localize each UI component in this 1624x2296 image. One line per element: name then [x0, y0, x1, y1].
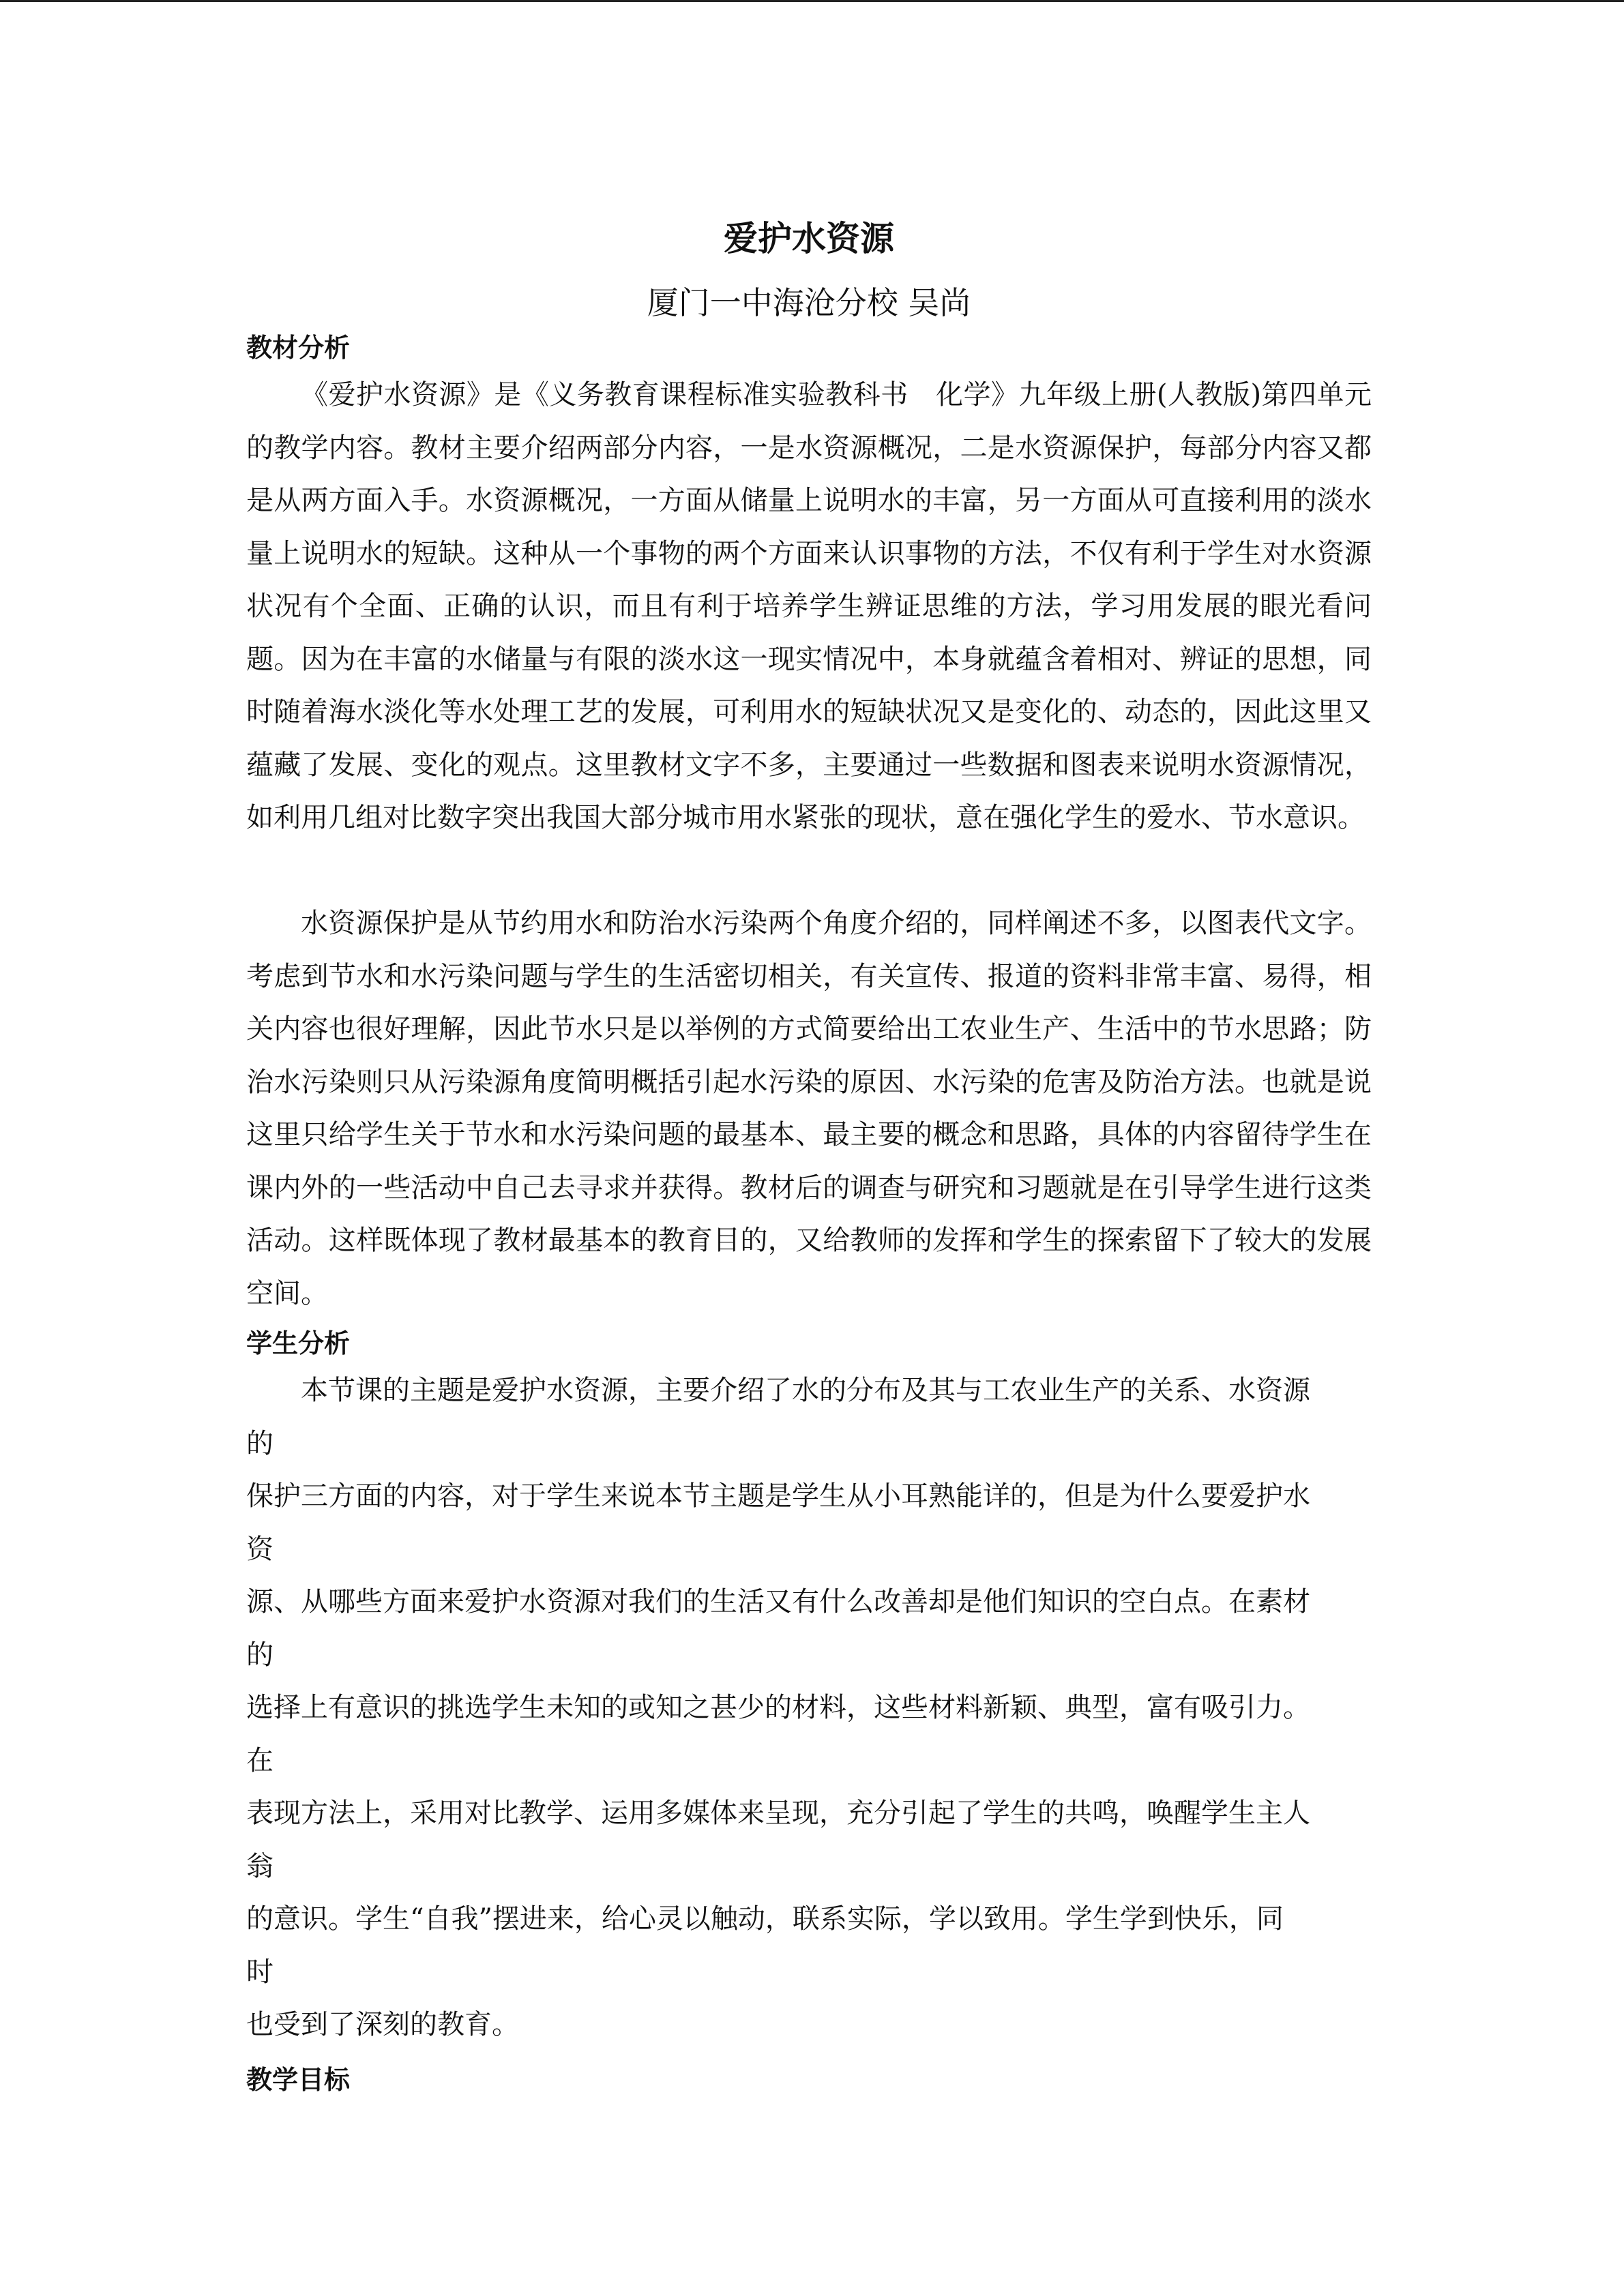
- document-author: 厦门一中海沧分校 吴尚: [647, 284, 971, 321]
- text-line: 在: [246, 1744, 274, 1776]
- text-line: 的: [246, 1639, 274, 1671]
- section-heading-textbook-analysis: 教材分析: [246, 332, 351, 363]
- textbook-analysis-paragraph-1: 《爱护水资源》是《义务教育课程标准实验教科书 化学》九年级上册(人教版)第四单元的教学内容。教材主要介绍两部分内容，一是水资源概况，二是水资源保护，每部分内容又都是从两方面入手。水资源概况，一方面从储量上说明水的丰富，另一方面从可直接利用的淡水量上说明水的短缺。这种从一个事物的两个方面来认识事物的方法，不仅有利于学生对水资源状况有个全面、正确的认识，而且有利于培养学生辨证思维的方法，学习用发展的眼光看问题。因为在丰富的水储量与有限的淡水这一现实情况中，本身就蕴含着相对、辨证的思想，同时随着海水淡化等水处理工艺的发展，可利用水的短缺状况又是变化的、动态的，因此这里又蕴藏了发展、变化的观点。这里教材文字不多，主要通过一些数据和图表来说明水资源情况，如利用几组对比数字突出我国大部分城市用水紧张的现状，意在强化学生的爱水、节水意识。: [246, 379, 1372, 833]
- section-heading-teaching-goals: 教学目标: [246, 2064, 351, 2095]
- text-line: 表现方法上，采用对比教学、运用多媒体来呈现，充分引起了学生的共鸣，唤醒学生主人: [246, 1798, 1310, 1829]
- text-line: 的: [246, 1427, 274, 1459]
- page-top-border: [0, 0, 1624, 2]
- section-heading-student-analysis: 学生分析: [246, 1328, 351, 1358]
- textbook-analysis-paragraph-2: 水资源保护是从节约用水和防治水污染两个角度介绍的，同样阐述不多，以图表代文字。考虑到节水和水污染问题与学生的生活密切相关，有关宣传、报道的资料非常丰富、易得，相关内容也很好理解，因此节水只是以举例的方式简要给出工农业生产、生活中的节水思路；防治水污染则只从污染源角度简明概括引起水污染的原因、水污染的危害及防治方法。也就是说这里只给学生关于节水和水污染问题的最基本、最主要的概念和思路，具体的内容留待学生在课内外的一些活动中自己去寻求并获得。教材后的调查与研究和习题就是在引导学生进行这类活动。这样既体现了教材最基本的教育目的，又给教师的发挥和学生的探索留下了较大的发展空间。: [246, 908, 1372, 1309]
- text-line: 时: [246, 1956, 274, 1988]
- text-line: 源、从哪些方面来爱护水资源对我们的生活又有什么改善却是他们知识的空白点。在素材: [246, 1586, 1310, 1617]
- text-line: 的意识。学生“自我”摆进来，给心灵以触动，联系实际，学以致用。学生学到快乐，同: [246, 1903, 1284, 1935]
- document-title: 爱护水资源: [724, 218, 894, 258]
- text-line: 保护三方面的内容，对于学生来说本节主题是学生从小耳熟能详的，但是为什么要爱护水: [246, 1480, 1310, 1512]
- text-line: 资: [246, 1533, 274, 1565]
- text-line: 翁: [246, 1850, 274, 1882]
- student-analysis-text: [246, 1365, 1372, 2052]
- text-line: 也受到了深刻的教育。: [246, 2009, 519, 2040]
- text-line: 选择上有意识的挑选学生未知的或知之甚少的材料，这些材料新颖、典型，富有吸引力。: [246, 1692, 1310, 1723]
- text-line: 本节课的主题是爱护水资源，主要介绍了水的分布及其与工农业生产的关系、水资源: [301, 1375, 1310, 1406]
